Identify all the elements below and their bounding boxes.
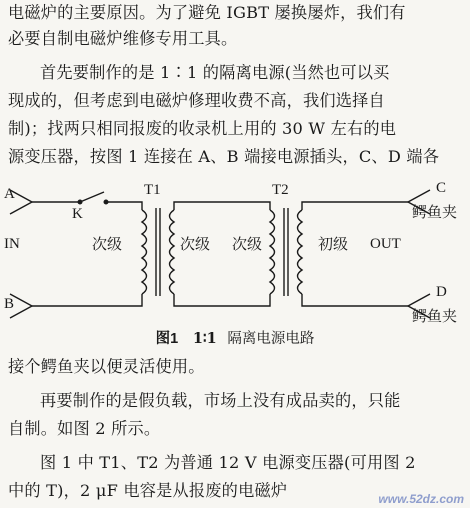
t2-right-winding — [298, 210, 303, 294]
text-line: 制)；找两只相同报废的收录机上用的 30 W 左右的电 — [8, 119, 397, 138]
switch-k-label: K — [72, 206, 83, 222]
clip-d-label: 鳄鱼夹 — [412, 307, 458, 325]
terminal-c-label: C — [436, 180, 447, 196]
text-line: 再要制作的是假负载，市场上没有成品卖的，只能 — [40, 391, 401, 410]
wire-bottom-in — [32, 294, 142, 306]
text-line: 自制。如图 2 所示。 — [8, 419, 161, 438]
t1-core — [156, 208, 160, 296]
t1-secondary-label: 次级 — [92, 235, 123, 253]
switch-k-blade — [80, 192, 104, 202]
text-line: 现成的，但考虑到电磁炉修理收费不高，我们选择自 — [8, 91, 385, 110]
wire-to-t1-left — [106, 202, 142, 210]
site-watermark: www.52dz.com — [378, 492, 464, 506]
text-line: 图 1 中 T1、T2 为普通 12 V 电源变压器(可用图 2 — [40, 453, 416, 472]
figure-caption — [0, 330, 470, 348]
caption-ratio: 1∶1 — [192, 330, 217, 347]
t1-right-winding — [170, 210, 175, 294]
t2-left-winding — [270, 210, 275, 294]
wire-link-top — [174, 202, 270, 210]
input-label: IN — [4, 236, 20, 252]
t2-secondary-label: 次级 — [232, 235, 263, 253]
circuit-diagram — [0, 178, 470, 328]
text-line: 必要自制电磁炉维修专用工具。 — [8, 29, 238, 48]
terminal-d-label: D — [436, 284, 447, 300]
wire-top-out — [302, 202, 408, 210]
clip-c-label: 鳄鱼夹 — [412, 203, 458, 221]
text-line: 电磁炉的主要原因。为了避免 IGBT 屡换屡炸，我们有 — [8, 3, 406, 22]
text-line: 中的 T)，2 μF 电容是从报废的电磁炉 — [8, 481, 288, 500]
t2-core — [284, 208, 288, 296]
output-label: OUT — [370, 236, 401, 252]
wire-bottom-out — [302, 294, 408, 306]
t1-secondary-out-label: 次级 — [180, 235, 211, 253]
text-line: 首先要制作的是 1∶1 的隔离电源(当然也可以买 — [40, 63, 390, 82]
caption-number: 图1 — [155, 331, 179, 347]
text-line: 源变压器，按图 1 连接在 A、B 端接电源插头，C、D 端各 — [8, 147, 440, 166]
t2-primary-label: 初级 — [318, 235, 349, 253]
text-line: 接个鳄鱼夹以便灵活使用。 — [8, 357, 205, 376]
t2-label: T2 — [272, 182, 289, 198]
circuit-figure — [0, 178, 470, 342]
t1-label: T1 — [144, 182, 161, 198]
t1-left-winding — [142, 210, 147, 294]
terminal-a-label: A — [4, 186, 15, 202]
terminal-b-label: B — [4, 296, 15, 312]
wire-link-bottom — [174, 294, 270, 306]
caption-title: 隔离电源电路 — [227, 331, 315, 347]
